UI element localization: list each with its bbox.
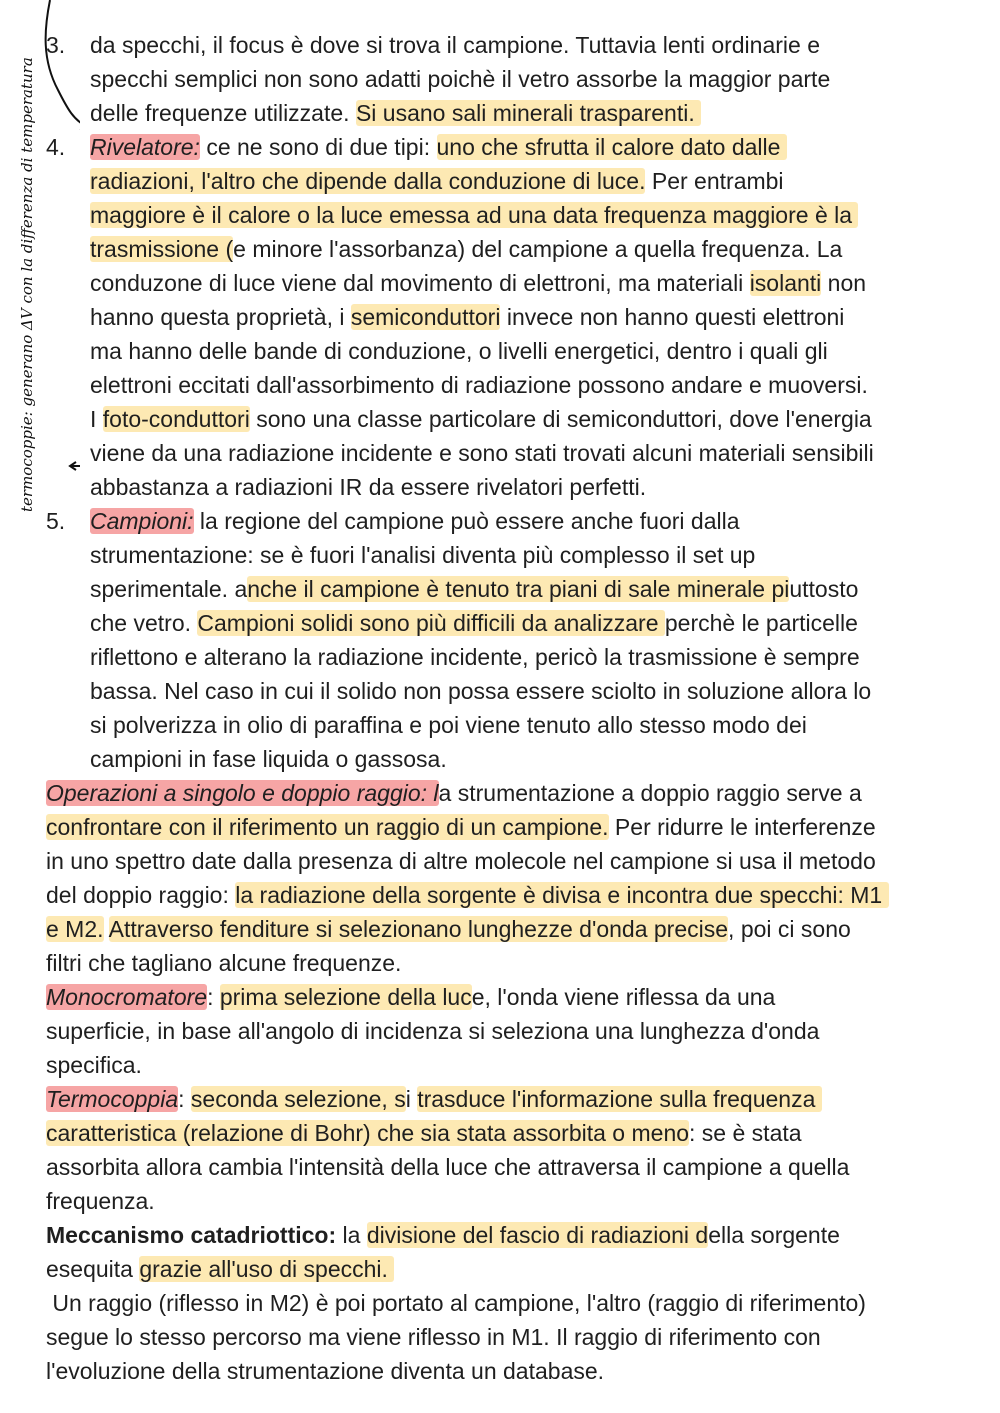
highlight: maggiore è il calore o la luce emessa ad una data frequenza maggiore è la [90,202,859,228]
highlight: prima selezione della luc [219,984,472,1010]
highlight: Si usano sali minerali trasparenti. [355,100,702,126]
text-line: radiazioni, l'altro che dipende dalla conduzione di luce. Per entrambi [90,168,784,194]
text-line: Un raggio (riflesso in M2) è poi portato al campione, l'altro (raggio di riferimento) [46,1290,866,1316]
text-line: che vetro. Campioni solidi sono più difficili da analizzare perchè le particelle [90,610,858,636]
text-line: si polverizza in olio di paraffina e poi viene tenuto allo stesso modo dei [90,712,807,738]
text-line: trasmissione (e minore l'assorbanza) del campione a quella frequenza. La [90,236,843,262]
text-line: segue lo stesso percorso ma viene riflesso in M1. Il raggio di riferimento con [46,1324,821,1350]
highlight: caratteristica (relazione di Bohr) che sia stata assorbita o meno [46,1120,690,1146]
highlight: e M2. [46,916,104,942]
text-line: elettroni eccitati dall'assorbimento di radiazione possono andare e muoversi. [90,372,868,398]
text-line: Operazioni a singolo e doppio raggio: la strumentazione a doppio raggio serve a [46,780,862,806]
text-line: del doppio raggio: la radiazione della sorgente è divisa e incontra due specchi: M1 [46,882,889,908]
handwritten-note-text: termocoppie: generano ΔV con la differenza di temperatura [18,57,36,512]
text-line [90,198,858,232]
text-line: Monocromatore: prima selezione della luce, l'onda viene riflessa da una [46,984,776,1010]
highlight: trasmissione ( [90,236,234,262]
item-number-5: 5. [46,508,66,534]
highlight: trasduce l'informazione sulla frequenza [417,1086,822,1112]
text-line: bassa. Nel caso in cui il solido non possa essere sciolto in soluzione allora lo [90,678,872,704]
highlight: nche il campione è tenuto tra piani di sale minerale pi [247,576,790,602]
text-line: abbastanza a radiazioni IR da essere rivelatori perfetti. [90,474,647,500]
handwritten-margin-note [0,0,80,520]
section-label-operazioni: Operazioni a singolo e doppio raggio: l [46,780,439,806]
text-line: filtri che tagliano alcune frequenze. [46,950,402,976]
highlight: Attraverso fenditure si selezionano lunghezze d'onda precise [108,916,729,942]
item-number-3: 3. [46,32,66,58]
text-line: esequita grazie all'uso di specchi. [46,1256,395,1282]
text-line: delle frequenze utilizzate. Si usano sali minerali trasparenti. [90,100,702,126]
text-line: assorbita allora cambia l'intensità della luce che attraversa il campione a quella [46,1154,850,1180]
text-line: ma hanno delle bande di conduzione, o livelli energetici, dentro i quali gli [90,338,828,364]
text-line: hanno questa proprietà, i semiconduttori invece non hanno questi elettroni [90,304,845,330]
text-line: conduzone di luce viene dal movimento di elettroni, ma materiali isolanti non [90,270,867,296]
section-label-meccanismo: Meccanismo catadriottico: [46,1222,337,1248]
text-line: campioni in fase liquida o gassosa. [90,746,447,772]
highlight: confrontare con il riferimento un raggio di un campione. [46,814,609,840]
text-line: l'evoluzione della strumentazione diventa un database. [46,1358,605,1384]
section-label-termocoppia: Termocoppia [46,1086,179,1112]
text-line: confrontare con il riferimento un raggio di un campione. Per ridurre le interferenze [46,814,876,840]
highlight: Campioni solidi sono più difficili da analizzare [197,610,665,636]
text-line: viene da una radiazione incidente e sono stati trovati alcuni materiali sensibili [90,440,874,466]
highlight: radiazioni, l'altro che dipende dalla conduzione di luce. [90,168,646,194]
text-line: specifica. [46,1052,142,1078]
highlight: foto-conduttori [102,406,250,432]
text-line: Campioni: la regione del campione può essere anche fuori dalla [90,508,740,534]
text-line: I foto-conduttori sono una classe particolare di semiconduttori, dove l'energia [90,406,872,432]
text-line: specchi semplici non sono adatti poichè il vetro assorbe la maggior parte [90,66,831,92]
text-line: da specchi, il focus è dove si trova il campione. Tuttavia lenti ordinarie e [90,32,820,58]
text-line: Meccanismo catadriottico: la divisione del fascio di radiazioni della sorgente [46,1222,840,1248]
text-line: in uno spettro date dalla presenza di altre molecole nel campione si usa il metodo [46,848,876,874]
section-label-rivelatore: Rivelatore: [90,134,200,160]
highlight: semiconduttori [350,304,501,330]
text-line: frequenza. [46,1188,155,1214]
text-line: superficie, in base all'angolo di incidenza si seleziona una lunghezza d'onda [46,1018,820,1044]
text-line: Termocoppia: seconda selezione, si trasduce l'informazione sulla frequenza [46,1086,822,1112]
highlight: uno che sfrutta il calore dato dalle [436,134,787,160]
item-number-4: 4. [46,134,66,160]
section-label-campioni: Campioni: [90,508,194,534]
highlight: la radiazione della sorgente è divisa e incontra due specchi: M1 [235,882,889,908]
highlight: isolanti [749,270,822,296]
text-line: strumentazione: se è fuori l'analisi diventa più complesso il set up [90,542,756,568]
highlight: divisione del fascio di radiazioni d [366,1222,709,1248]
section-label-monocromatore: Monocromatore [46,984,208,1010]
text-line: e M2. Attraverso fenditure si selezionano lunghezze d'onda precise, poi ci sono [46,916,851,942]
highlight: grazie all'uso di specchi. [139,1256,395,1282]
text-line: riflettono e alterano la radiazione incidente, pericò la trasmissione è sempre [90,644,860,670]
highlight: seconda selezione, s [190,1086,406,1112]
text-line: sperimentale. anche il campione è tenuto tra piani di sale minerale piuttosto [90,576,859,602]
text-line: Rivelatore: ce ne sono di due tipi: uno che sfrutta il calore dato dalle [90,134,787,160]
text-line: caratteristica (relazione di Bohr) che sia stata assorbita o meno: se è stata [46,1120,802,1146]
